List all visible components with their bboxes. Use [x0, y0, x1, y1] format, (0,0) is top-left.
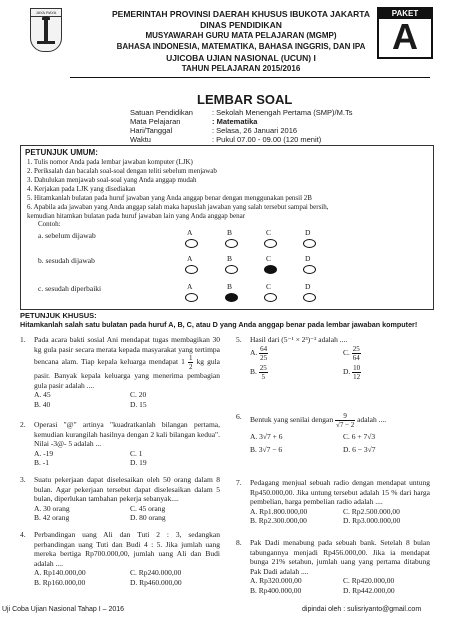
- question-1-fraction: $\frac{1}{2}$: [188, 354, 193, 372]
- example-b-letter-a: A: [187, 254, 193, 263]
- question-1-text: Pada acara bakti sosial Ani mendapat tugas membagikan 30 kg gula pasir secara merata kepada masyarakat yang tertimpa bencana alam. Tiap kepala keluarga mendapat 1: [34, 335, 220, 367]
- example-c-letter-a: A: [187, 282, 193, 291]
- example-c-bubble-b-filled: [225, 293, 238, 302]
- example-a-bubble-a: [185, 239, 198, 248]
- q2-option-d[interactable]: D. 19: [130, 458, 147, 468]
- question-8: [236, 538, 430, 596]
- petunjuk-umum-box: [20, 145, 434, 310]
- example-c-bubble-c: [264, 293, 277, 302]
- q6-option-c[interactable]: C. 6 + 7√3: [343, 432, 376, 441]
- question-7-options: [250, 507, 430, 526]
- example-c-letter-c: C: [266, 282, 272, 291]
- petunjuk-item-5: 5. Hitamkanlah bulatan pada huruf jawaban yang Anda anggap benar dengan menggunakan pensil 2B: [27, 194, 312, 202]
- q5-option-c[interactable]: C. $\frac{25}{64}$: [343, 344, 360, 362]
- question-3-text: Suatu pekerjaan dapat diselesaikan oleh 50 orang dalam 8 bulan. Agar pekerjaan tersebut dapat diselesaikan dalam 5 bulan, diperlukan tambahan pekerja sebanyak....: [34, 475, 220, 504]
- petunjuk-item-6-cont: kemudian hitamkan bulatan pada huruf jawaban lain yang Anda anggap benar: [27, 212, 246, 220]
- q2-option-b[interactable]: B. -1: [34, 458, 49, 468]
- question-6-fraction: $\frac{9}{√7 - 2}$: [335, 412, 355, 429]
- question-1-text-2: kg gula pasir. Banyak kepala keluarga yang menerima pembagian gula pasir adalah ....: [34, 357, 220, 390]
- q2-option-c[interactable]: C. 1: [130, 448, 143, 458]
- paket-label: PAKET: [379, 9, 431, 19]
- q6-option-d[interactable]: D. 6 − 3√7: [343, 444, 376, 454]
- question-1-number: 1.: [20, 335, 26, 344]
- question-7-number: 7.: [236, 478, 242, 487]
- question-4-text: Perbandingan uang Ali dan Tuti 2 : 3, sedangkan perbandingan uang Tuti dan Budi 4 : 5. Jika jumlah uang mereka bertiga Rp700.000,00, jumlah uang Ali dan Budi adalah ....: [34, 530, 220, 568]
- header-line-5: UJICOBA UJIAN NASIONAL (UCUN) I: [166, 53, 316, 63]
- q4-option-b[interactable]: B. Rp160.000,00: [34, 577, 86, 587]
- petunjuk-item-6: 6. Apabila ada jawaban yang Anda anggap salah maka hapuslah jawaban yang salah tersebut sampai bersih,: [27, 203, 329, 211]
- example-b-bubble-b: [225, 265, 238, 274]
- info-label-0: Satuan Pendidikan: [130, 108, 193, 117]
- petunjuk-item-2: 2. Periksalah dan bacalah soal-soal dengan teliti sebelum menjawab: [27, 167, 217, 175]
- example-b-letter-c: C: [266, 254, 272, 263]
- info-label-1: Mata Pelajaran: [130, 117, 181, 126]
- question-3-number: 3.: [20, 475, 26, 484]
- question-2-number: 2.: [20, 420, 26, 429]
- question-8-number: 8.: [236, 538, 242, 547]
- question-6-text-2: adalah ....: [357, 415, 387, 425]
- example-b-bubble-a: [185, 265, 198, 274]
- example-a-letter-d: D: [305, 228, 311, 237]
- example-b-bubble-d: [303, 265, 316, 274]
- example-a-bubble-d: [303, 239, 316, 248]
- q6-option-a[interactable]: A. 3√7 + 6: [250, 432, 283, 441]
- question-3: [20, 475, 220, 523]
- example-b-letter-b: B: [227, 254, 233, 263]
- info-value-0: : Sekolah Menengah Pertama (SMP)/M.Ts: [212, 108, 353, 117]
- petunjuk-item-4: 4. Kerjakan pada LJK yang disediakan: [27, 185, 136, 193]
- q8-option-d[interactable]: D. Rp442.000,00: [343, 585, 395, 595]
- question-2-text: Operasi "@" artinya "kuadratkanlah bilangan pertama, kemudian kurangilah hasilnya dengan 2 kali bilangan kedua". Nilai -3@- 5 adalah ...: [34, 420, 220, 449]
- example-a-letter-a: A: [187, 228, 193, 237]
- question-7: [236, 478, 430, 526]
- q5-option-b[interactable]: B. $\frac{25}{5}$: [250, 363, 267, 381]
- header-line-6: TAHUN PELAJARAN 2015/2016: [181, 64, 301, 73]
- info-value-2: : Selasa, 26 Januari 2016: [212, 126, 298, 135]
- question-6-number: 6.: [236, 412, 242, 421]
- question-1-options: [34, 390, 220, 409]
- petunjuk-umum-title: PETUNJUK UMUM:: [25, 148, 98, 157]
- q4-option-a[interactable]: A. Rp140.000,00: [34, 568, 86, 578]
- example-a-label: a. sebelum dijawab: [38, 231, 96, 240]
- example-b-letter-d: D: [305, 254, 311, 263]
- question-2: [20, 420, 220, 468]
- example-c-letter-b: B: [227, 282, 233, 291]
- paket-letter: A: [392, 16, 418, 57]
- footer-left: Uji Coba Ujian Nasional Tahap I – 2016: [2, 606, 125, 613]
- example-b-label: b. sesudah dijawab: [38, 256, 95, 265]
- q1-option-a[interactable]: A. 45: [34, 390, 51, 400]
- example-a-bubble-b: [225, 239, 238, 248]
- question-1: [20, 335, 220, 410]
- q5-option-d[interactable]: D. $\frac{10}{12}$: [343, 363, 361, 381]
- q1-option-b[interactable]: B. 40: [34, 399, 51, 409]
- question-5-options: [250, 345, 430, 381]
- q8-option-a[interactable]: A. Rp320.000,00: [250, 576, 302, 586]
- info-label-3: Waktu: [130, 135, 151, 144]
- question-8-text: Pak Dadi menabung pada sebuah bank. Setelah 8 bulan tabungannya menjadi Rp456.000,00. Jika ia mendapat bunga 21% setahun, jumlah uang yang pertama ditabung Pak Dadi adalah ....: [250, 538, 430, 576]
- q5-option-a[interactable]: A. $\frac{64}{25}$: [250, 344, 268, 362]
- q8-option-b[interactable]: B. Rp400.000,00: [250, 585, 302, 595]
- header-rule: [70, 77, 430, 78]
- example-b-bubble-c-filled: [264, 265, 277, 274]
- q2-option-a[interactable]: A. -19: [34, 448, 54, 458]
- petunjuk-khusus-text: Hitamkanlah salah satu bulatan pada huruf A, B, C, atau D yang Anda anggap benar pada lembar jawaban komputer!: [20, 320, 418, 329]
- info-value-3: : Pukul 07.00 - 09.00 (120 menit): [212, 135, 322, 144]
- petunjuk-item-1: 1. Tulis nomor Anda pada lembar jawaban komputer (LJK): [27, 158, 193, 166]
- logo-banner: JAYA RAYA: [31, 9, 61, 17]
- example-a-letter-b: B: [227, 228, 233, 237]
- petunjuk-item-3: 3. Dahulukan menjawab soal-soal yang Anda anggap mudah: [27, 176, 197, 184]
- q3-option-d[interactable]: D. 80 orang: [130, 513, 166, 523]
- question-2-options: [34, 449, 220, 468]
- question-4-options: [34, 568, 220, 587]
- question-6-options: [250, 432, 430, 454]
- question-5: [236, 335, 430, 381]
- header-line-1: PEMERINTAH PROVINSI DAERAH KHUSUS IBUKOTA JAKARTA: [111, 9, 370, 19]
- example-c-bubble-a: [185, 293, 198, 302]
- example-a-bubble-c: [264, 239, 277, 248]
- q3-option-a[interactable]: A. 30 orang: [34, 503, 70, 513]
- page-title: LEMBAR SOAL: [197, 92, 293, 107]
- q4-option-d[interactable]: D. Rp460.000,00: [130, 577, 182, 587]
- example-a-letter-c: C: [266, 228, 272, 237]
- example-c-bubble-d: [303, 293, 316, 302]
- example-c-letter-d: D: [305, 282, 311, 291]
- q7-option-d[interactable]: D. Rp3.000.000,00: [343, 516, 401, 526]
- header-line-3: MUSYAWARAH GURU MATA PELAJARAN (MGMP): [145, 31, 337, 40]
- footer-right: dipindai oleh : sulisriyanto@gmail.com: [302, 606, 422, 613]
- question-3-options: [34, 504, 220, 523]
- question-5-number: 5.: [236, 335, 242, 344]
- q7-option-c[interactable]: C. Rp2.500.000,00: [343, 506, 400, 516]
- petunjuk-khusus-title: PETUNJUK KHUSUS:: [20, 311, 97, 320]
- contoh-label: Contoh:: [38, 220, 61, 228]
- q4-option-c[interactable]: C. Rp240.000,00: [130, 568, 182, 578]
- question-4: [20, 530, 220, 588]
- q1-option-c[interactable]: C. 20: [130, 390, 147, 400]
- q7-option-b[interactable]: B. Rp2.300.000,00: [250, 516, 307, 526]
- question-5-text: Hasil dari (5⁻¹ × 2³)⁻² adalah ....: [250, 335, 348, 344]
- info-value-1: : Matematika: [212, 117, 258, 126]
- header-line-4: BAHASA INDONESIA, MATEMATIKA, BAHASA INGGRIS, DAN IPA: [116, 42, 366, 51]
- question-6-text: Bentuk yang senilai dengan: [250, 415, 334, 425]
- header-line-2: DINAS PENDIDIKAN: [200, 20, 282, 30]
- q1-option-d[interactable]: D. 15: [130, 399, 147, 409]
- paket-box: [377, 7, 433, 59]
- question-8-options: [250, 576, 430, 595]
- example-c-label: c. sesudah diperbaiki: [38, 284, 102, 293]
- q3-option-c[interactable]: C. 45 orang: [130, 503, 166, 513]
- q7-option-a[interactable]: A. Rp1.800.000,00: [250, 506, 308, 516]
- q6-option-b[interactable]: B. 3√7 − 6: [250, 444, 283, 454]
- q8-option-c[interactable]: C. Rp420.000,00: [343, 576, 395, 586]
- question-7-text: Pedagang menjual sebuah radio dengan mendapat untung Rp450.000,00. Jika untung tersebut adalah 15 % dari harga pembelian, harga pembelian radio adalah ....: [250, 478, 430, 507]
- question-4-number: 4.: [20, 530, 26, 539]
- question-6: [236, 412, 430, 454]
- q3-option-b[interactable]: B. 42 orang: [34, 513, 70, 523]
- info-label-2: Hari/Tanggal: [130, 126, 173, 135]
